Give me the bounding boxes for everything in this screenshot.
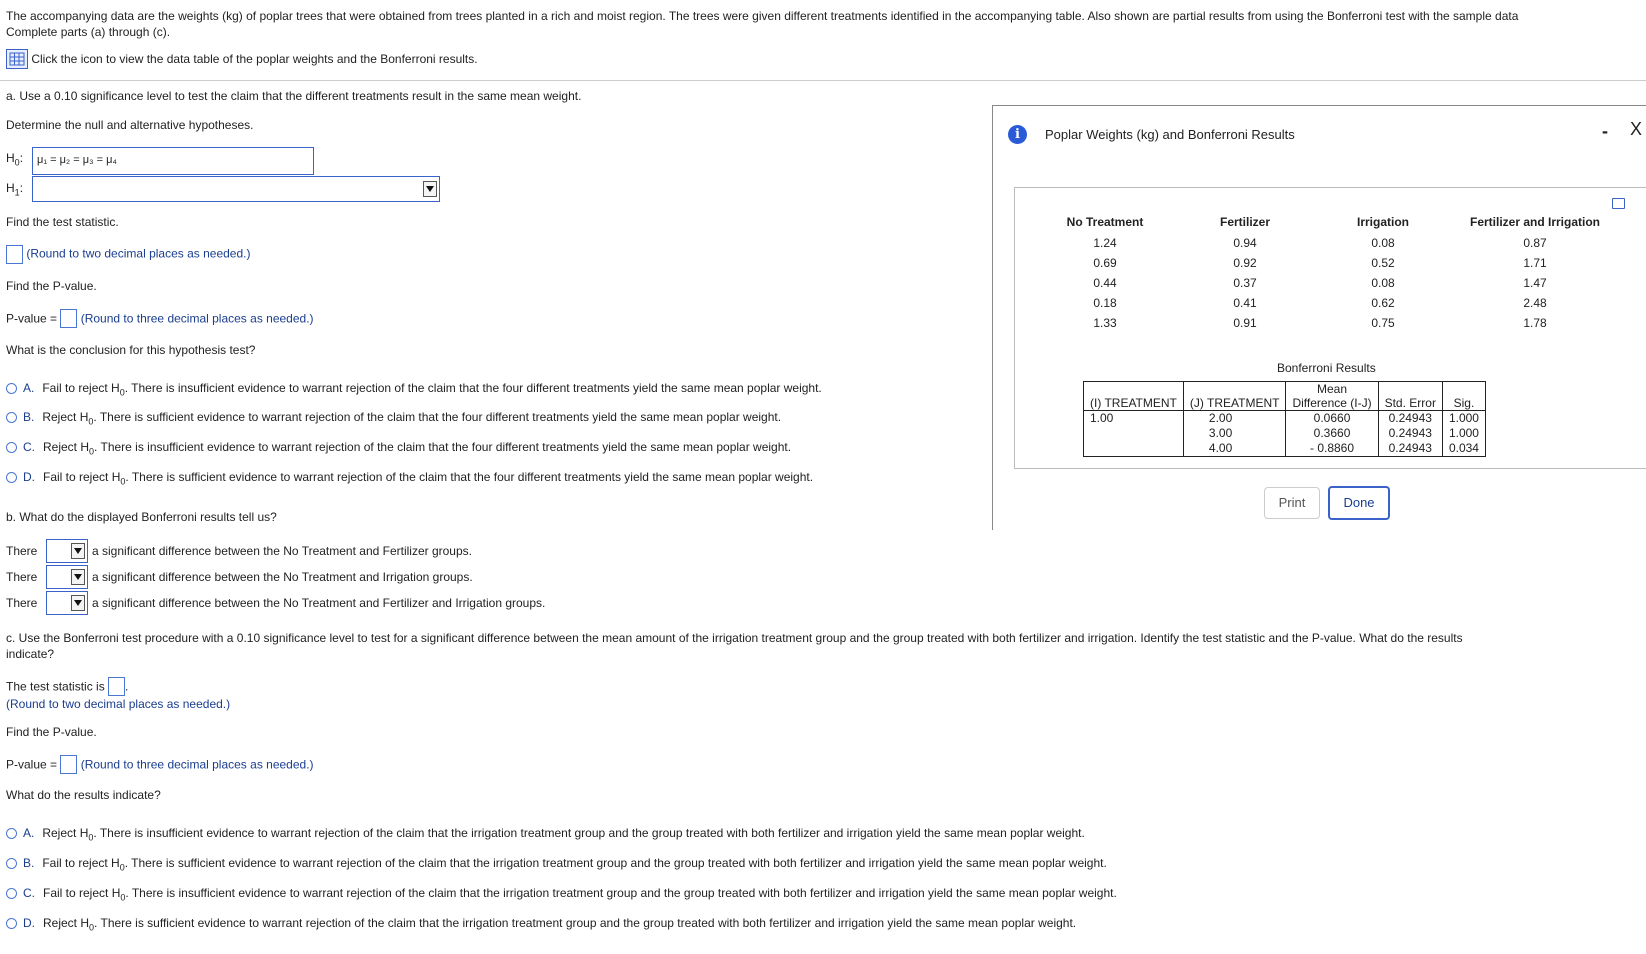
radio-button[interactable] bbox=[6, 383, 17, 394]
table-cell: 0.24943 bbox=[1388, 441, 1432, 455]
se-values bbox=[1378, 411, 1442, 457]
data-table-dialog bbox=[992, 105, 1646, 530]
h1-label: $H_1$: bbox=[6, 181, 24, 198]
info-icon: i bbox=[1008, 125, 1027, 144]
table-cell: 0.75 bbox=[1371, 316, 1395, 330]
p-value-row bbox=[6, 309, 314, 328]
table-cell: 2.48 bbox=[1523, 296, 1547, 310]
h1-dropdown[interactable] bbox=[32, 176, 440, 202]
conclusion-prompt: What is the conclusion for this hypothesis test? bbox=[6, 343, 256, 357]
radio-button[interactable] bbox=[6, 828, 17, 839]
chevron-down-icon[interactable] bbox=[423, 181, 437, 197]
table-cell: 0.08 bbox=[1371, 276, 1395, 290]
stat-prompt: Find the test statistic. bbox=[6, 215, 119, 229]
part-b-dropdown-1[interactable] bbox=[46, 539, 88, 563]
table-cell: 3.00 bbox=[1208, 426, 1233, 440]
part-b-row-2-text: a significant difference between the No Treatment and Irrigation groups. bbox=[92, 570, 473, 584]
part-c-results-prompt: What do the results indicate? bbox=[6, 788, 161, 802]
part-c-option-c[interactable]: C. Fail to reject $H_0$. There is insufficient evidence to warrant rejection of the claim that the irrigation treatment group and the group treated with both fertilizer and irrigation yield the same mean poplar weight. bbox=[6, 886, 1117, 902]
table-cell: 0.0660 bbox=[1313, 411, 1351, 425]
header-i-treatment: (I) TREATMENT bbox=[1084, 382, 1183, 411]
table-cell: 1.71 bbox=[1523, 256, 1547, 270]
table-cell: 0.18 bbox=[1093, 296, 1117, 310]
table-cell: 1.000 bbox=[1448, 426, 1479, 440]
dialog-left-border bbox=[992, 105, 993, 530]
table-icon[interactable] bbox=[6, 49, 28, 69]
radio-button[interactable] bbox=[6, 472, 17, 483]
j-values bbox=[1183, 411, 1286, 457]
column-no-treatment bbox=[1045, 215, 1165, 333]
radio-button[interactable] bbox=[6, 888, 17, 899]
stat-hint: (Round to two decimal places as needed.) bbox=[26, 246, 251, 261]
p-hint: (Round to three decimal places as needed.) bbox=[80, 311, 314, 326]
part-a-option-c[interactable]: C. Reject $H_0$. There is insufficient evidence to warrant rejection of the claim that the four different treatments yield the same mean poplar weight. bbox=[6, 440, 791, 456]
column-fertilizer-and-irrigation bbox=[1445, 215, 1625, 333]
part-b-question: b. What do the displayed Bonferroni results tell us? bbox=[6, 510, 277, 524]
table-cell: 1.78 bbox=[1523, 316, 1547, 330]
intro-line-1: The accompanying data are the weights (kg) of poplar trees that were obtained from trees planted in a rich and moist region. The trees were given different treatments identified in the accompanying table. Also shown are partial results from using the Bonferroni test with the sample data bbox=[6, 9, 1519, 23]
table-cell: 1.000 bbox=[1448, 411, 1479, 425]
table-cell: 0.3660 bbox=[1313, 426, 1351, 440]
table-cell: 1.24 bbox=[1093, 236, 1117, 250]
part-b-dropdown-3[interactable] bbox=[46, 591, 88, 615]
part-b-row-2: There bbox=[6, 570, 38, 584]
chevron-down-icon[interactable] bbox=[71, 543, 85, 559]
radio-button[interactable] bbox=[6, 442, 17, 453]
chevron-down-icon[interactable] bbox=[71, 569, 85, 585]
table-cell: - 0.8860 bbox=[1310, 441, 1355, 455]
bonferroni-title: Bonferroni Results bbox=[1277, 361, 1376, 375]
h0-input[interactable] bbox=[32, 147, 314, 175]
header-std-error: Std. Error bbox=[1378, 382, 1442, 411]
table-cell: 2.00 bbox=[1208, 411, 1233, 425]
part-c-question-line-2: indicate? bbox=[6, 647, 55, 661]
column-fertilizer bbox=[1195, 215, 1295, 333]
part-c-p-value-row bbox=[6, 755, 314, 774]
poplar-data-table bbox=[1014, 187, 1646, 469]
header-sig: Sig. bbox=[1453, 396, 1475, 410]
part-a-option-a[interactable]: A. Fail to reject $H_0$. There is insufficient evidence to warrant rejection of the claim that the four different treatments yield the same mean poplar weight. bbox=[6, 381, 822, 397]
column-header: Fertilizer bbox=[1219, 215, 1270, 229]
table-cell: 0.41 bbox=[1233, 296, 1257, 310]
table-cell: 0.87 bbox=[1523, 236, 1547, 250]
column-header: Fertilizer and Irrigation bbox=[1469, 215, 1601, 229]
part-c-stat-label: The test statistic is bbox=[6, 679, 105, 694]
radio-button[interactable] bbox=[6, 858, 17, 869]
column-header: No Treatment bbox=[1066, 215, 1144, 229]
part-b-row-3-text: a significant difference between the No Treatment and Fertilizer and Irrigation groups. bbox=[92, 596, 546, 610]
bonferroni-table bbox=[1083, 381, 1486, 457]
part-c-test-statistic-input[interactable] bbox=[108, 677, 125, 696]
table-cell: 0.034 bbox=[1448, 441, 1479, 455]
intro-line-2: Complete parts (a) through (c). bbox=[6, 25, 171, 39]
header-mean-difference: Mean Difference (I-J) bbox=[1286, 382, 1378, 411]
sig-values bbox=[1442, 411, 1485, 457]
part-a-option-d[interactable]: D. Fail to reject $H_0$. There is sufficient evidence to warrant rejection of the claim that the four different treatments yield the same mean poplar weight. bbox=[6, 470, 813, 486]
part-a-question: a. Use a 0.10 significance level to test the claim that the different treatments result in the same mean weight. bbox=[6, 89, 582, 103]
h0-value: μ₁ = μ₂ = μ₃ = μ₄ bbox=[37, 154, 117, 166]
table-cell: 0.37 bbox=[1233, 276, 1257, 290]
stat-answer-row bbox=[6, 245, 250, 264]
part-b-row-1: There bbox=[6, 544, 38, 558]
table-cell: 0.69 bbox=[1093, 256, 1117, 270]
i-value: 1.00 bbox=[1084, 411, 1183, 457]
print-button[interactable]: Print bbox=[1264, 487, 1320, 519]
dialog-top-border bbox=[992, 105, 1646, 106]
table-cell: 1.33 bbox=[1093, 316, 1117, 330]
part-b-row-1-text: a significant difference between the No Treatment and Fertilizer groups. bbox=[92, 544, 472, 558]
table-cell: 0.52 bbox=[1371, 256, 1395, 270]
diff-values bbox=[1286, 411, 1378, 457]
part-c-p-value-input[interactable] bbox=[60, 755, 77, 774]
minimize-icon[interactable]: - bbox=[1602, 121, 1608, 141]
column-irrigation bbox=[1333, 215, 1433, 333]
part-c-p-prompt: Find the P-value. bbox=[6, 725, 97, 739]
part-c-option-b[interactable]: B. Fail to reject $H_0$. There is sufficient evidence to warrant rejection of the claim that the irrigation treatment group and the group treated with both fertilizer and irrigation yield the same mean poplar weight. bbox=[6, 856, 1107, 872]
header-j-treatment: (J) TREATMENT bbox=[1183, 382, 1286, 411]
part-b-dropdown-2[interactable] bbox=[46, 565, 88, 589]
data-table-link[interactable] bbox=[6, 49, 478, 69]
table-cell: 0.24943 bbox=[1388, 426, 1432, 440]
part-c-option-a[interactable]: A. Reject $H_0$. There is insufficient evidence to warrant rejection of the claim that the irrigation treatment group and the group treated with both fertilizer and irrigation yield the same mean poplar weight. bbox=[6, 826, 1085, 842]
part-a-option-b[interactable]: B. Reject $H_0$. There is sufficient evidence to warrant rejection of the claim that the four different treatments yield the same mean poplar weight. bbox=[6, 410, 781, 426]
part-c-question-line-1: c. Use the Bonferroni test procedure with a 0.10 significance level to test for a significant difference between the mean amount of the irrigation treatment group and the group treated with both fertilizer and irrigation. Identify the test statistic and the P-value. What do the results bbox=[6, 631, 1463, 645]
column-header: Irrigation bbox=[1356, 215, 1409, 229]
copy-icon[interactable] bbox=[1612, 198, 1625, 209]
radio-button[interactable] bbox=[6, 918, 17, 929]
hypotheses-prompt: Determine the null and alternative hypotheses. bbox=[6, 118, 254, 132]
table-cell: 0.24943 bbox=[1388, 411, 1432, 425]
p-prompt: Find the P-value. bbox=[6, 279, 97, 293]
radio-button[interactable] bbox=[6, 412, 17, 423]
table-cell: 0.91 bbox=[1233, 316, 1257, 330]
part-c-option-d[interactable]: D. Reject $H_0$. There is sufficient evidence to warrant rejection of the claim that the irrigation treatment group and the group treated with both fertilizer and irrigation yield the same mean poplar weight. bbox=[6, 916, 1076, 932]
divider bbox=[0, 80, 1646, 81]
table-cell: 0.08 bbox=[1371, 236, 1395, 250]
chevron-down-icon[interactable] bbox=[71, 595, 85, 611]
p-value-label: P-value = bbox=[6, 311, 58, 326]
data-table-link-text[interactable]: Click the icon to view the data table of the poplar weights and the Bonferroni results. bbox=[31, 52, 478, 66]
part-c-p-hint: (Round to three decimal places as needed.) bbox=[80, 757, 314, 772]
h0-label: $H_0$: bbox=[6, 151, 24, 168]
table-cell: 1.47 bbox=[1523, 276, 1547, 290]
table-cell: 4.00 bbox=[1208, 441, 1233, 455]
done-button[interactable]: Done bbox=[1328, 486, 1390, 520]
test-statistic-input[interactable] bbox=[6, 245, 23, 264]
part-c-p-label: P-value = bbox=[6, 757, 58, 772]
table-cell: 0.62 bbox=[1371, 296, 1395, 310]
dialog-title: Poplar Weights (kg) and Bonferroni Results bbox=[1045, 127, 1295, 142]
table-cell: 0.92 bbox=[1233, 256, 1257, 270]
table-cell: 0.94 bbox=[1233, 236, 1257, 250]
table-cell: 0.44 bbox=[1093, 276, 1117, 290]
part-b-row-3: There bbox=[6, 596, 38, 610]
part-c-stat-row: The test statistic is . bbox=[6, 677, 128, 696]
close-icon[interactable]: X bbox=[1630, 119, 1643, 139]
p-value-input[interactable] bbox=[60, 309, 77, 328]
part-c-stat-hint: (Round to two decimal places as needed.) bbox=[6, 697, 231, 711]
